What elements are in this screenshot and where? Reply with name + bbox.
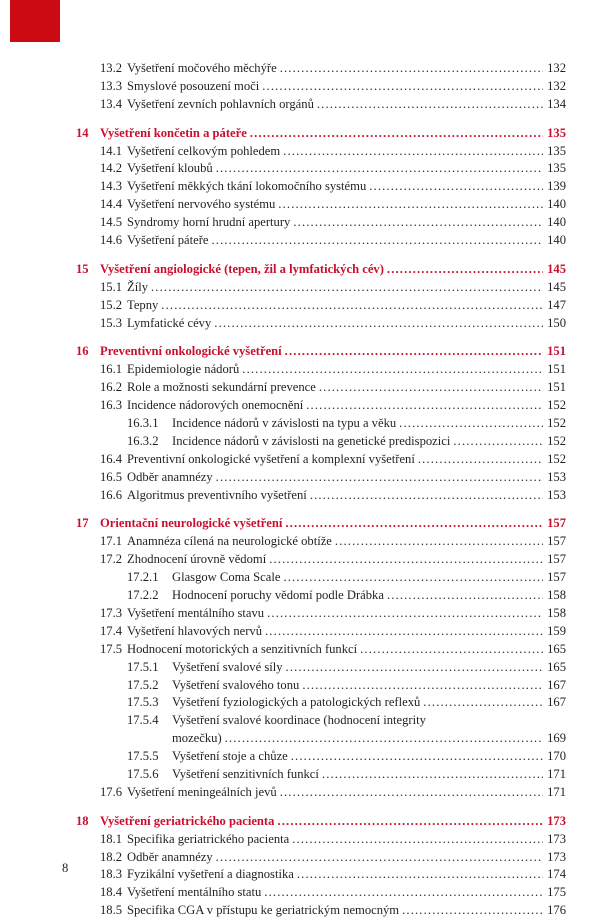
toc-number: 14.6	[100, 233, 123, 248]
toc-title: Žíly	[127, 279, 148, 294]
toc-page: 139	[547, 179, 566, 194]
toc-title: Vyšetření svalové síly	[172, 659, 283, 674]
toc-entry[interactable]	[76, 178, 566, 196]
toc-page: 135	[547, 161, 566, 176]
toc-page: 152	[547, 416, 566, 431]
toc-number: 18.2	[100, 849, 123, 864]
page-number: 8	[62, 861, 69, 875]
toc-page: 150	[547, 315, 566, 330]
toc-title: Odběr anamnézy	[127, 469, 213, 484]
toc-entry[interactable]	[76, 748, 566, 766]
toc-title: Vyšetření zevních pohlavních orgánů	[127, 96, 314, 111]
toc-number: 17.5.3	[127, 695, 159, 710]
table-of-contents	[76, 60, 566, 920]
toc-number: 13.2	[100, 61, 123, 75]
toc-page: 157	[547, 534, 566, 549]
leader-dots	[293, 214, 543, 232]
toc-title: Vyšetření fyziologických a patologických reflexů	[172, 695, 421, 710]
toc-page: 151	[547, 344, 566, 359]
leader-dots	[319, 379, 543, 397]
toc-page: 158	[547, 605, 566, 620]
toc-page: 167	[547, 677, 566, 692]
toc-page: 167	[547, 695, 566, 710]
toc-page: 151	[547, 380, 566, 395]
toc-number: 18.3	[100, 867, 123, 882]
toc-entry[interactable]	[76, 415, 566, 433]
leader-dots	[265, 623, 543, 641]
toc-title: Incidence nádorů v závislosti na typu a věku	[172, 416, 397, 431]
leader-dots	[310, 487, 543, 505]
leader-dots	[369, 178, 543, 196]
toc-number: 16	[76, 344, 89, 359]
toc-page: 152	[547, 451, 566, 466]
toc-number: 15.1	[100, 279, 123, 294]
toc-number: 17.5.5	[127, 749, 159, 764]
toc-page: 151	[547, 362, 566, 377]
toc-page: 140	[547, 197, 566, 212]
toc-title: Vyšetření angiologické (tepen, žil a lymfatických cév)	[100, 261, 384, 276]
toc-page: 152	[547, 398, 566, 413]
leader-dots	[280, 60, 543, 78]
toc-number: 16.3.1	[127, 416, 159, 431]
toc-number: 14.1	[100, 143, 123, 158]
toc-chapter[interactable]	[76, 343, 566, 361]
toc-page: 147	[547, 297, 566, 312]
toc-entry[interactable]	[76, 196, 566, 214]
toc-number: 14.2	[100, 161, 123, 176]
toc-page: 165	[547, 641, 566, 656]
toc-number: 13.3	[100, 78, 123, 93]
leader-dots	[306, 397, 543, 415]
leader-dots	[278, 196, 543, 214]
toc-entry[interactable]	[76, 884, 566, 902]
leader-dots	[216, 469, 543, 487]
toc-entry[interactable]	[76, 694, 566, 712]
leader-dots	[387, 587, 543, 605]
toc-number: 17.2.2	[127, 588, 159, 603]
leader-dots	[283, 569, 543, 587]
leader-dots	[423, 694, 543, 712]
toc-entry[interactable]	[76, 279, 566, 297]
toc-title: Glasgow Coma Scale	[172, 570, 281, 585]
leader-dots	[399, 415, 543, 433]
toc-title: Hodnocení poruchy vědomí podle Drábka	[172, 588, 384, 603]
toc-number: 14.3	[100, 179, 123, 194]
leader-dots	[225, 730, 543, 748]
leader-dots	[211, 232, 543, 250]
toc-page: 165	[547, 659, 566, 674]
toc-page: 145	[547, 261, 566, 276]
toc-entry[interactable]	[76, 766, 566, 784]
toc-number: 17.2	[100, 552, 123, 567]
toc-page: 176	[547, 903, 566, 918]
toc-entry[interactable]	[76, 232, 566, 250]
leader-dots	[161, 297, 543, 315]
leader-dots	[269, 551, 543, 569]
toc-entry[interactable]	[76, 712, 566, 730]
toc-title: Epidemiologie nádorů	[127, 362, 240, 377]
toc-entry[interactable]	[76, 831, 566, 849]
toc-number: 18.1	[100, 831, 123, 846]
toc-number: 15.2	[100, 297, 123, 312]
toc-entry-continuation[interactable]	[76, 730, 566, 748]
toc-page: 153	[547, 469, 566, 484]
leader-dots	[216, 160, 543, 178]
toc-title: Vyšetření meningeálních jevů	[127, 784, 277, 799]
toc-title: Hodnocení motorických a senzitivních funkcí	[127, 641, 358, 656]
toc-entry[interactable]	[76, 60, 566, 78]
toc-page: 140	[547, 233, 566, 248]
toc-page: 157	[547, 516, 566, 531]
toc-title: Specifika CGA v přístupu ke geriatrickým nemocným	[127, 903, 400, 918]
toc-page: 173	[547, 831, 566, 846]
toc-page: 153	[547, 487, 566, 502]
toc-entry[interactable]	[76, 587, 566, 605]
toc-chapter[interactable]	[76, 261, 566, 279]
toc-title: Vyšetření svalové koordinace (hodnocení integrity	[172, 713, 426, 728]
toc-number: 15	[76, 261, 89, 276]
toc-entry[interactable]	[76, 533, 566, 551]
toc-title: Vyšetření celkovým pohledem	[127, 143, 281, 158]
toc-entry[interactable]	[76, 379, 566, 397]
leader-dots	[322, 766, 543, 784]
toc-number: 17.5.6	[127, 766, 159, 781]
toc-title: Vyšetření končetin a páteře	[100, 125, 247, 140]
toc-title: Lymfatické cévy	[127, 315, 212, 330]
toc-title: Vyšetření močového měchýře	[127, 61, 277, 75]
toc-title: Zhodnocení úrovně vědomí	[127, 552, 267, 567]
toc-number: 18	[76, 813, 89, 828]
toc-number: 17.1	[100, 534, 123, 549]
toc-number: 16.5	[100, 469, 123, 484]
toc-number: 15.3	[100, 315, 123, 330]
toc-title: Algoritmus preventivního vyšetření	[127, 487, 307, 502]
toc-page: 140	[547, 215, 566, 230]
toc-number: 13.4	[100, 96, 123, 111]
leader-dots	[262, 78, 543, 96]
toc-chapter[interactable]	[76, 813, 566, 831]
leader-dots	[360, 641, 543, 659]
toc-title: Smyslové posouzení moči	[127, 78, 260, 93]
toc-chapter[interactable]	[76, 515, 566, 533]
toc-number: 14	[76, 125, 89, 140]
toc-title: Orientační neurologické vyšetření	[100, 516, 283, 531]
toc-entry[interactable]	[76, 315, 566, 333]
toc-page: 173	[547, 849, 566, 864]
toc-entry[interactable]	[76, 361, 566, 379]
toc-page: 152	[547, 433, 566, 448]
toc-title: Vyšetření kloubů	[127, 161, 213, 176]
toc-title: Specifika geriatrického pacienta	[127, 831, 290, 846]
toc-number: 17.5.4	[127, 713, 159, 728]
toc-page: 157	[547, 552, 566, 567]
toc-entry[interactable]	[76, 623, 566, 641]
leader-dots	[297, 866, 543, 884]
toc-title: Vyšetření mentálního statu	[127, 885, 262, 900]
toc-page: 171	[547, 766, 566, 781]
toc-page: 170	[547, 749, 566, 764]
leader-dots	[216, 849, 543, 867]
leader-dots	[317, 96, 543, 114]
toc-title-continued: mozečku)	[172, 731, 222, 746]
leader-dots	[402, 902, 543, 920]
toc-number: 16.3	[100, 398, 123, 413]
toc-number: 16.1	[100, 362, 123, 377]
toc-number: 17	[76, 516, 89, 531]
leader-dots	[302, 677, 543, 695]
toc-number: 16.4	[100, 451, 123, 466]
toc-page: 175	[547, 885, 566, 900]
toc-entry[interactable]	[76, 849, 566, 867]
toc-entry[interactable]	[76, 641, 566, 659]
toc-page: 174	[547, 867, 566, 882]
toc-entry[interactable]	[76, 143, 566, 161]
leader-dots	[242, 361, 543, 379]
toc-number: 16.6	[100, 487, 123, 502]
toc-number: 17.2.1	[127, 570, 159, 585]
toc-entry[interactable]	[76, 866, 566, 884]
toc-page: 132	[547, 78, 566, 93]
toc-title: Vyšetření senzitivních funkcí	[172, 766, 319, 781]
toc-page: 157	[547, 570, 566, 585]
toc-page: 134	[547, 96, 566, 111]
toc-page: 158	[547, 588, 566, 603]
toc-title: Odběr anamnézy	[127, 849, 213, 864]
toc-number: 18.4	[100, 885, 123, 900]
toc-page: 171	[547, 784, 566, 799]
toc-number: 17.6	[100, 784, 123, 799]
toc-entry[interactable]	[76, 469, 566, 487]
leader-dots	[283, 143, 543, 161]
leader-dots	[292, 831, 543, 849]
leader-dots	[285, 343, 543, 361]
leader-dots	[418, 451, 543, 469]
toc-page: 159	[547, 623, 566, 638]
toc-entry[interactable]	[76, 433, 566, 451]
toc-entry[interactable]	[76, 214, 566, 232]
toc-page: 173	[547, 813, 566, 828]
toc-number: 17.5.1	[127, 659, 159, 674]
toc-entry[interactable]	[76, 551, 566, 569]
toc-number: 16.3.2	[127, 433, 159, 448]
toc-page: 132	[547, 61, 566, 75]
toc-title: Vyšetření geriatrického pacienta	[100, 813, 275, 828]
toc-title: Vyšetření nervového systému	[127, 197, 276, 212]
toc-number: 18.5	[100, 903, 123, 918]
leader-dots	[453, 433, 543, 451]
leader-dots	[264, 884, 543, 902]
toc-number: 14.5	[100, 215, 123, 230]
toc-title: Vyšetření stoje a chůze	[172, 749, 288, 764]
leader-dots	[280, 784, 543, 802]
leader-dots	[250, 125, 543, 143]
toc-page: 135	[547, 125, 566, 140]
toc-title: Preventivní onkologické vyšetření	[100, 344, 282, 359]
leader-dots	[387, 261, 543, 279]
toc-entry[interactable]	[76, 784, 566, 802]
toc-title: Vyšetření měkkých tkání lokomočního systému	[127, 179, 367, 194]
toc-number: 17.5.2	[127, 677, 159, 692]
toc-page: 135	[547, 143, 566, 158]
toc-entry[interactable]	[76, 78, 566, 96]
toc-entry[interactable]	[76, 902, 566, 920]
toc-page: 169	[547, 731, 566, 746]
toc-entry[interactable]	[76, 160, 566, 178]
toc-number: 16.2	[100, 380, 123, 395]
toc-title: Incidence nádorových onemocnění	[127, 398, 304, 413]
leader-dots	[277, 813, 543, 831]
leader-dots	[335, 533, 543, 551]
toc-title: Vyšetření mentálního stavu	[127, 605, 265, 620]
toc-entry[interactable]	[76, 96, 566, 114]
toc-entry[interactable]	[76, 297, 566, 315]
toc-number: 17.5	[100, 641, 123, 656]
toc-title: Vyšetření hlavových nervů	[127, 623, 262, 638]
toc-entry[interactable]	[76, 605, 566, 623]
toc-chapter[interactable]	[76, 125, 566, 143]
toc-title: Incidence nádorů v závislosti na genetické predispozici	[172, 433, 451, 448]
leader-dots	[214, 315, 543, 333]
toc-title: Tepny	[127, 297, 159, 312]
toc-number: 17.4	[100, 623, 123, 638]
toc-entry[interactable]	[76, 451, 566, 469]
leader-dots	[151, 279, 543, 297]
toc-entry[interactable]	[76, 487, 566, 505]
toc-entry[interactable]	[76, 677, 566, 695]
toc-title: Syndromy horní hrudní apertury	[127, 215, 291, 230]
toc-title: Vyšetření páteře	[127, 233, 209, 248]
toc-title: Anamnéza cílená na neurologické obtíže	[127, 534, 332, 549]
toc-title: Vyšetření svalového tonu	[172, 677, 300, 692]
toc-title: Preventivní onkologické vyšetření a komplexní vyšetření	[127, 451, 415, 466]
toc-page: 145	[547, 279, 566, 294]
chapter-color-tab	[10, 0, 60, 42]
toc-entry[interactable]	[76, 659, 566, 677]
toc-entry[interactable]	[76, 569, 566, 587]
leader-dots	[291, 748, 543, 766]
leader-dots	[286, 659, 543, 677]
toc-number: 17.3	[100, 605, 123, 620]
toc-title: Fyzikální vyšetření a diagnostika	[127, 867, 294, 882]
toc-number: 14.4	[100, 197, 123, 212]
toc-entry[interactable]	[76, 397, 566, 415]
leader-dots	[285, 515, 543, 533]
leader-dots	[267, 605, 543, 623]
toc-title: Role a možnosti sekundární prevence	[127, 380, 316, 395]
